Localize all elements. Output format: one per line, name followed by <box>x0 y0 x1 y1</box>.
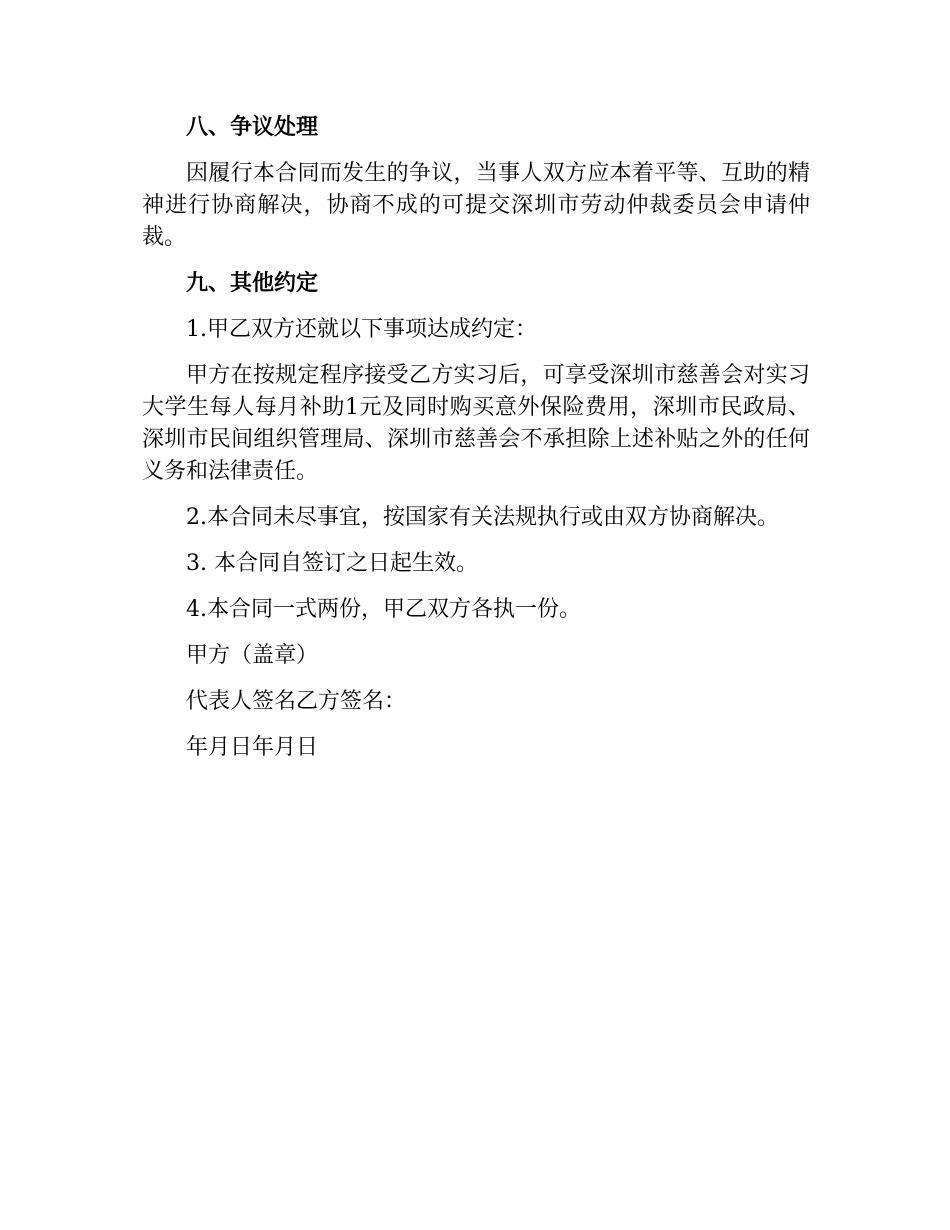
item-3: 3. 本合同自签订之日起生效。 <box>186 551 478 576</box>
dispute-paragraph: 因履行本合同而发生的争议，当事人双方应本着平等、互助的精神进行协商解决，协商不成的可提交深圳市劳动仲裁委员会申请仲裁。 <box>142 161 810 250</box>
item-4: 4.本合同一式两份，甲乙双方各执一份。 <box>186 597 581 622</box>
date-line: 年月日年月日 <box>186 735 319 760</box>
document-body <box>142 112 810 778</box>
section-heading-dispute: 八、争议处理 <box>186 115 319 140</box>
party-a-seal-line: 甲方（盖章） <box>186 643 319 668</box>
item-1-intro: 1.甲乙双方还就以下事项达成约定： <box>186 317 537 342</box>
representative-signature-line: 代表人签名乙方签名： <box>186 689 407 714</box>
section-heading-other-agreements: 九、其他约定 <box>186 271 319 296</box>
item-2: 2.本合同未尽事宜，按国家有关法规执行或由双方协商解决。 <box>186 505 779 530</box>
item-1-body: 甲方在按规定程序接受乙方实习后，可享受深圳市慈善会对实习大学生每人每月补助1元及同时购买意外保险费用，深圳市民政局、深圳市民间组织管理局、深圳市慈善会不承担除上述补贴之外的任何义务和法律责任。 <box>142 363 810 484</box>
